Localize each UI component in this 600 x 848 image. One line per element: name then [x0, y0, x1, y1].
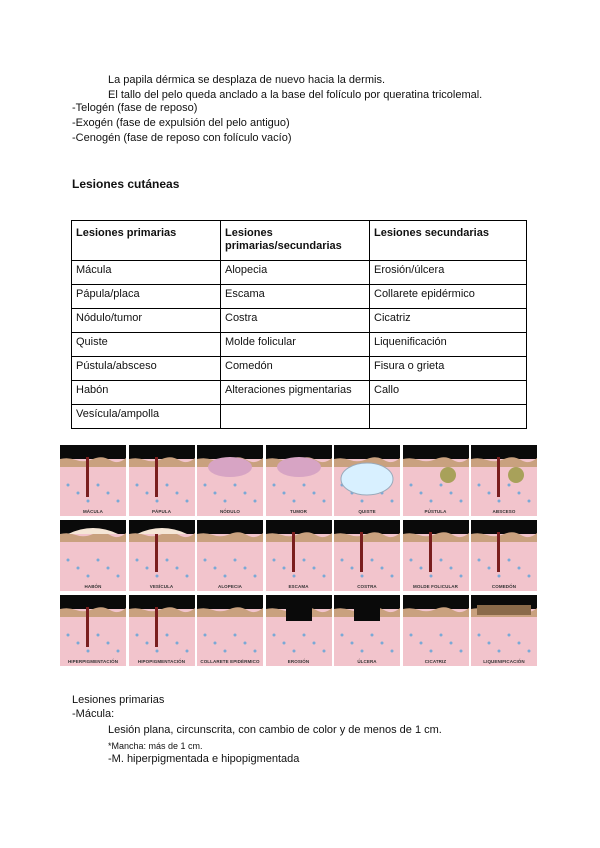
macula-types: -M. hiperpigmentada e hipopigmentada: [108, 753, 300, 765]
lesion-panel: [334, 520, 400, 591]
table-cell: Pápula/placa: [72, 285, 221, 309]
lesion-panel: [197, 445, 263, 516]
lesion-label: MOLDE FOLICULAR: [413, 584, 458, 589]
table-cell: Erosión/úlcera: [370, 261, 527, 285]
table-cell: Molde folicular: [221, 333, 370, 357]
lesion-panel: [334, 595, 400, 666]
lesion-panel: [129, 445, 195, 516]
table-cell: Pústula/absceso: [72, 357, 221, 381]
table-row: [72, 333, 527, 357]
lesion-panel: [129, 520, 195, 591]
lesion-panel: [471, 520, 537, 591]
lesion-label: CICATRIZ: [424, 659, 447, 664]
table-cell: Quiste: [72, 333, 221, 357]
lesion-label: TUMOR: [290, 509, 307, 514]
phase-telogen: -Telogén (fase de reposo): [72, 102, 198, 114]
macula-definition: Lesión plana, circunscrita, con cambio de color y de menos de 1 cm.: [108, 724, 442, 736]
lesion-label: VESÍCULA: [149, 584, 174, 589]
table-row: [72, 405, 527, 429]
lesion-label: HIPERPIGMENTACIÓN: [67, 659, 119, 664]
lesion-label: ÚLCERA: [357, 659, 377, 664]
mancha-footnote: *Mancha: más de 1 cm.: [108, 741, 203, 751]
table-cell: Callo: [370, 381, 527, 405]
lesion-label: HABÓN: [84, 584, 102, 589]
table-cell: [221, 405, 370, 429]
lesion-label: EROSIÓN: [287, 659, 310, 664]
intro-line-2: El tallo del pelo queda anclado a la base del folículo por queratina tricolemal.: [108, 89, 483, 101]
table-cell: Cicatriz: [370, 309, 527, 333]
table-cell: Costra: [221, 309, 370, 333]
intro-line-1: La papila dérmica se desplaza de nuevo hacia la dermis.: [108, 74, 385, 86]
lesion-panel: [334, 445, 400, 516]
phase-cenogen: -Cenogén (fase de reposo con folículo vacío): [72, 132, 292, 144]
lesion-label: COLLARETE EPIDÉRMICO: [200, 659, 260, 664]
phase-exogen: -Exogén (fase de expulsión del pelo antiguo): [72, 117, 290, 129]
lesion-label: NÓDULO: [219, 509, 241, 514]
lesion-panel: [60, 445, 126, 516]
table-cell: Escama: [221, 285, 370, 309]
table-cell: Alteraciones pigmentarias: [221, 381, 370, 405]
table-cell: Mácula: [72, 261, 221, 285]
table-row: [72, 285, 527, 309]
lesion-label: MÁCULA: [82, 509, 104, 514]
lesion-panel: [471, 445, 537, 516]
lesion-panel: [266, 520, 332, 591]
lesion-panel: [197, 520, 263, 591]
table-cell: Nódulo/tumor: [72, 309, 221, 333]
lesion-label: PÁPULA: [151, 509, 172, 514]
lesion-panel: [403, 445, 469, 516]
table-header-row: [72, 221, 527, 261]
table-cell: Alopecia: [221, 261, 370, 285]
lesions-table: [71, 220, 527, 429]
lesion-label: QUISTE: [358, 509, 376, 514]
header-primary-secondary: Lesiones primarias/secundarias: [221, 221, 370, 261]
lesion-panel: [60, 595, 126, 666]
table-cell: [370, 405, 527, 429]
table-cell: Fisura o grieta: [370, 357, 527, 381]
section-title: Lesiones cutáneas: [72, 177, 180, 191]
header-secondary: Lesiones secundarias: [370, 221, 527, 261]
table-row: [72, 309, 527, 333]
table-cell: Liquenificación: [370, 333, 527, 357]
lesion-label: HIPOPIGMENTACIÓN: [137, 659, 186, 664]
table-row: [72, 357, 527, 381]
lesion-panel: [403, 595, 469, 666]
lesion-label: COMEDÓN: [491, 584, 517, 589]
lesion-panel: [403, 520, 469, 591]
header-primary: Lesiones primarias: [72, 221, 221, 261]
table-cell: Collarete epidérmico: [370, 285, 527, 309]
lesion-panel: [266, 595, 332, 666]
lesion-label: ABSCESO: [492, 509, 516, 514]
table-cell: Vesícula/ampolla: [72, 405, 221, 429]
lesion-panel: [266, 445, 332, 516]
skin-lesions-illustration: [60, 445, 539, 670]
table-row: [72, 381, 527, 405]
table-row: [72, 261, 527, 285]
lesion-label: PÚSTULA: [424, 509, 447, 514]
table-cell: Comedón: [221, 357, 370, 381]
lesion-panel: [471, 595, 537, 666]
lesion-panel: [197, 595, 263, 666]
lesion-panel: [60, 520, 126, 591]
lesion-panel: [129, 595, 195, 666]
lesion-label: ESCAMA: [288, 584, 309, 589]
notes-title: Lesiones primarias: [72, 694, 165, 706]
lesion-label: LIQUENIFICACIÓN: [483, 659, 525, 664]
table-cell: Habón: [72, 381, 221, 405]
notes-subtitle: -Mácula:: [72, 708, 115, 720]
lesion-label: ALOPECIA: [217, 584, 243, 589]
lesion-label: COSTRA: [357, 584, 377, 589]
